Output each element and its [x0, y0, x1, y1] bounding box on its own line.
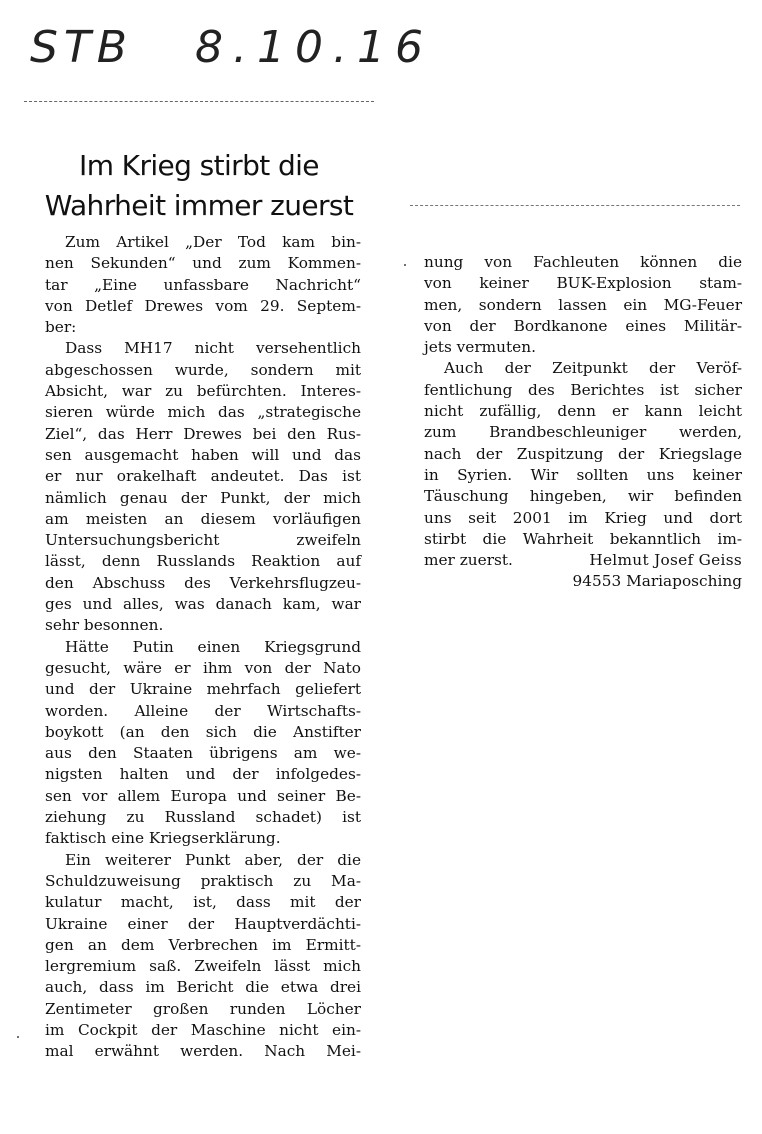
signature-location: 94553 Mariaposching [572, 572, 742, 591]
article-line: nigsten halten und der infolgedes- [45, 765, 361, 784]
article-line: mer zuerst. [424, 551, 513, 570]
article-line: lässt, denn Russlands Reaktion auf [45, 552, 361, 571]
article-line: Ukraine einer der Hauptverdächti- [45, 914, 361, 933]
article-line: kulatur macht, ist, dass mit der [45, 893, 361, 912]
article-line: ges und alles, was danach kam, war [45, 595, 361, 614]
article-line: sehr besonnen. [45, 616, 164, 635]
article-line: nung von Fachleuten können die [424, 253, 742, 271]
right-divider [410, 205, 740, 206]
article-line: stirbt die Wahrheit bekanntlich im- [424, 529, 742, 548]
article-line: auch, dass im Bericht die etwa drei [45, 978, 361, 997]
article-line: jets vermuten. [424, 338, 536, 357]
article-line: er nur orakelhaft andeutet. Das ist [45, 467, 361, 486]
scan-speck [404, 264, 406, 266]
article-right-column [424, 252, 742, 593]
article-line: Zum Artikel „Der Tod kam bin- [65, 233, 361, 251]
article-left-column [45, 232, 361, 1063]
article-line: boykott (an den sich die Anstifter [45, 722, 361, 741]
article-line: tar „Eine unfassbare Nachricht“ [45, 275, 361, 294]
article-line: zum Brandbeschleuniger werden, [424, 423, 742, 442]
article-line: ber: [45, 318, 77, 337]
article-line: gen an dem Verbrechen im Ermitt- [45, 935, 361, 954]
article-line: Täuschung hingeben, wir befinden [424, 487, 742, 506]
article-line: in Syrien. Wir sollten uns keiner [424, 465, 742, 484]
headline-line-1: Im Krieg stirbt die [79, 149, 319, 182]
article-line: Dass MH17 nicht versehentlich [65, 339, 361, 358]
headline [24, 146, 374, 226]
article-line: Untersuchungsbericht zweifeln [45, 531, 361, 550]
article-line: fentlichung des Berichtes ist sicher [424, 380, 742, 399]
article-line: Auch der Zeitpunkt der Veröf- [444, 359, 742, 378]
article-line: sen ausgemacht haben will und das [45, 445, 361, 464]
article-line: von der Bordkanone eines Militär- [424, 316, 742, 335]
handwritten-date: 8.10.16 [195, 22, 433, 73]
article-line: sieren würde mich das „strategische [45, 403, 361, 422]
article-line: nämlich genau der Punkt, der mich [45, 488, 361, 507]
handwritten-note [30, 22, 433, 73]
article-line: lergremium saß. Zweifeln lässt mich [45, 957, 361, 976]
scan-speck [17, 1036, 19, 1038]
article-line: nach der Zuspitzung der Kriegslage [424, 444, 742, 463]
article-line: ziehung zu Russland schadet) ist [45, 808, 361, 827]
article-line: den Abschuss des Verkehrsflugzeu- [45, 573, 361, 592]
article-line: uns seit 2001 im Krieg und dort [424, 508, 742, 527]
article-line: Hätte Putin einen Kriegsgrund [65, 637, 361, 656]
article-line: Ziel“, das Herr Drewes bei den Rus- [45, 424, 361, 443]
article-line: von keiner BUK-Explosion stam- [424, 274, 742, 293]
article-line: faktisch eine Kriegserklärung. [45, 829, 281, 848]
article-line: Absicht, war zu befürchten. Interes- [45, 382, 361, 401]
article-line: im Cockpit der Maschine nicht ein- [45, 1020, 361, 1039]
article-line: Schuldzuweisung praktisch zu Ma- [45, 871, 361, 890]
article-line: mal erwähnt werden. Nach Mei- [45, 1042, 361, 1061]
article-line: nen Sekunden“ und zum Kommen- [45, 254, 361, 273]
headline-line-2: Wahrheit immer zuerst [44, 189, 354, 222]
article-line: worden. Alleine der Wirtschafts- [45, 701, 361, 720]
handwritten-source: STB [30, 22, 133, 73]
article-line: und der Ukraine mehrfach geliefert [45, 680, 361, 699]
article-line: Ein weiterer Punkt aber, der die [65, 850, 361, 869]
signature-name: Helmut Josef Geiss [589, 551, 742, 570]
top-divider [24, 101, 374, 102]
article-line: men, sondern lassen ein MG-Feuer [424, 295, 742, 314]
article-line: von Detlef Drewes vom 29. Septem- [45, 296, 361, 315]
article-line: Zentimeter großen runden Löcher [45, 999, 361, 1018]
article-line: am meisten an diesem vorläufigen [45, 509, 361, 528]
article-line: sen vor allem Europa und seiner Be- [45, 786, 361, 805]
article-line: gesucht, wäre er ihm von der Nato [45, 658, 361, 677]
article-line: aus den Staaten übrigens am we- [45, 744, 361, 763]
article-line: nicht zufällig, denn er kann leicht [424, 402, 742, 421]
article-line: abgeschossen wurde, sondern mit [45, 360, 361, 379]
